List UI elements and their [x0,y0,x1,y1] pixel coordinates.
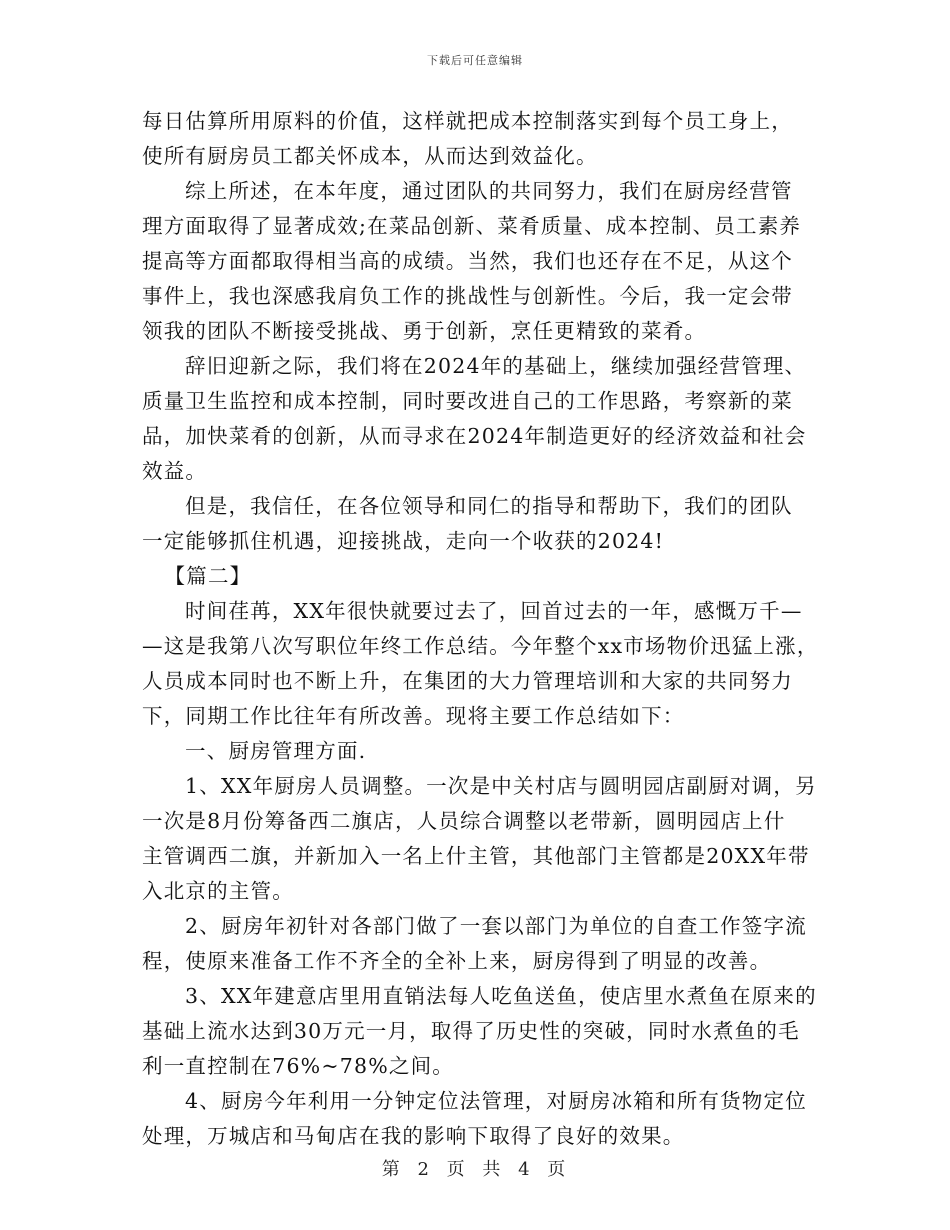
text-line: 一定能够抓住机遇，迎接挑战，走向一个收获的2024! [142,529,665,553]
text-line: 1、XX年厨房人员调整。一次是中关村店与圆明园店副厨对调，另 [185,774,817,798]
text-line: 但是，我信任，在各位领导和同仁的指导和帮助下，我们的团队 [185,494,793,518]
text-line: —这是我第八次写职位年终工作总结。今年整个xx市场物价迅猛上涨， [142,634,819,658]
text-line: 综上所述，在本年度，通过团队的共同努力，我们在厨房经营管 [185,179,793,203]
text-line: 4、厨房今年利用一分钟定位法管理，对厨房冰箱和所有货物定位 [185,1089,807,1113]
text-line: 基础上流水达到30万元一月，取得了历史性的突破，同时水煮鱼的毛 [142,1019,800,1043]
text-line: 效益。 [142,459,208,483]
text-line: 理方面取得了显著成效;在菜品创新、菜肴质量、成本控制、员工素养 [142,214,802,238]
text-line: 领我的团队不断接受挑战、勇于创新，烹任更精致的菜肴。 [142,319,707,343]
page-header: 下载后可任意编辑 [427,54,523,67]
page-number: 第 2 页 共 4 页 [381,1159,569,1180]
body-text [142,104,819,1154]
text-line: 人员成本同时也不断上升，在集团的大力管理培训和大家的共同努力 [142,669,793,693]
text-line: 质量卫生监控和成本控制，同时要改进自己的工作思路，考察新的菜 [142,389,793,413]
text-line: 提高等方面都取得相当高的成绩。当然，我们也还存在不足，从这个 [142,249,793,273]
text-line: 主管调西二旗，并新加入一名上什主管，其他部门主管都是20XX年带 [142,844,810,868]
text-line: 利一直控制在76%~78%之间。 [142,1054,455,1078]
text-line: 3、XX年建意店里用直销法每人吃鱼送鱼，使店里水煮鱼在原来的 [185,984,817,1008]
text-line: 一次是8月份筹备西二旗店，人员综合调整以老带新，圆明园店上什 [142,809,786,833]
text-line: 使所有厨房员工都关怀成本，从而达到效益化。 [142,144,598,168]
document-body [142,104,819,1154]
text-line: 下，同期工作比往年有所改善。现将主要工作总结如下： [142,704,685,728]
text-line: 品，加快菜肴的创新，从而寻求在2024年制造更好的经济效益和社会 [142,424,807,448]
section-heading: 【篇二】 [164,564,252,588]
text-line: 处理，万城店和马甸店在我的影响下取得了良好的效果。 [142,1124,685,1148]
text-line: 2、厨房年初针对各部门做了一套以部门为单位的自查工作签字流 [185,914,807,938]
text-line: 程，使原来准备工作不齐全的全补上来，厨房得到了明显的改善。 [142,949,772,973]
text-line: 时间荏苒，XX年很快就要过去了，回首过去的一年，感慨万千— [185,599,803,623]
text-line: 入北京的主管。 [142,879,294,903]
text-line: 每日估算所用原料的价值，这样就把成本控制落实到每个员工身上， [142,109,793,133]
text-line: 辞旧迎新之际，我们将在2024年的基础上，继续加强经营管理、 [185,354,807,378]
text-line: 事件上，我也深感我肩负工作的挑战性与创新性。今后，我一定会带 [142,284,793,308]
text-line: 一、厨房管理方面. [185,739,367,763]
